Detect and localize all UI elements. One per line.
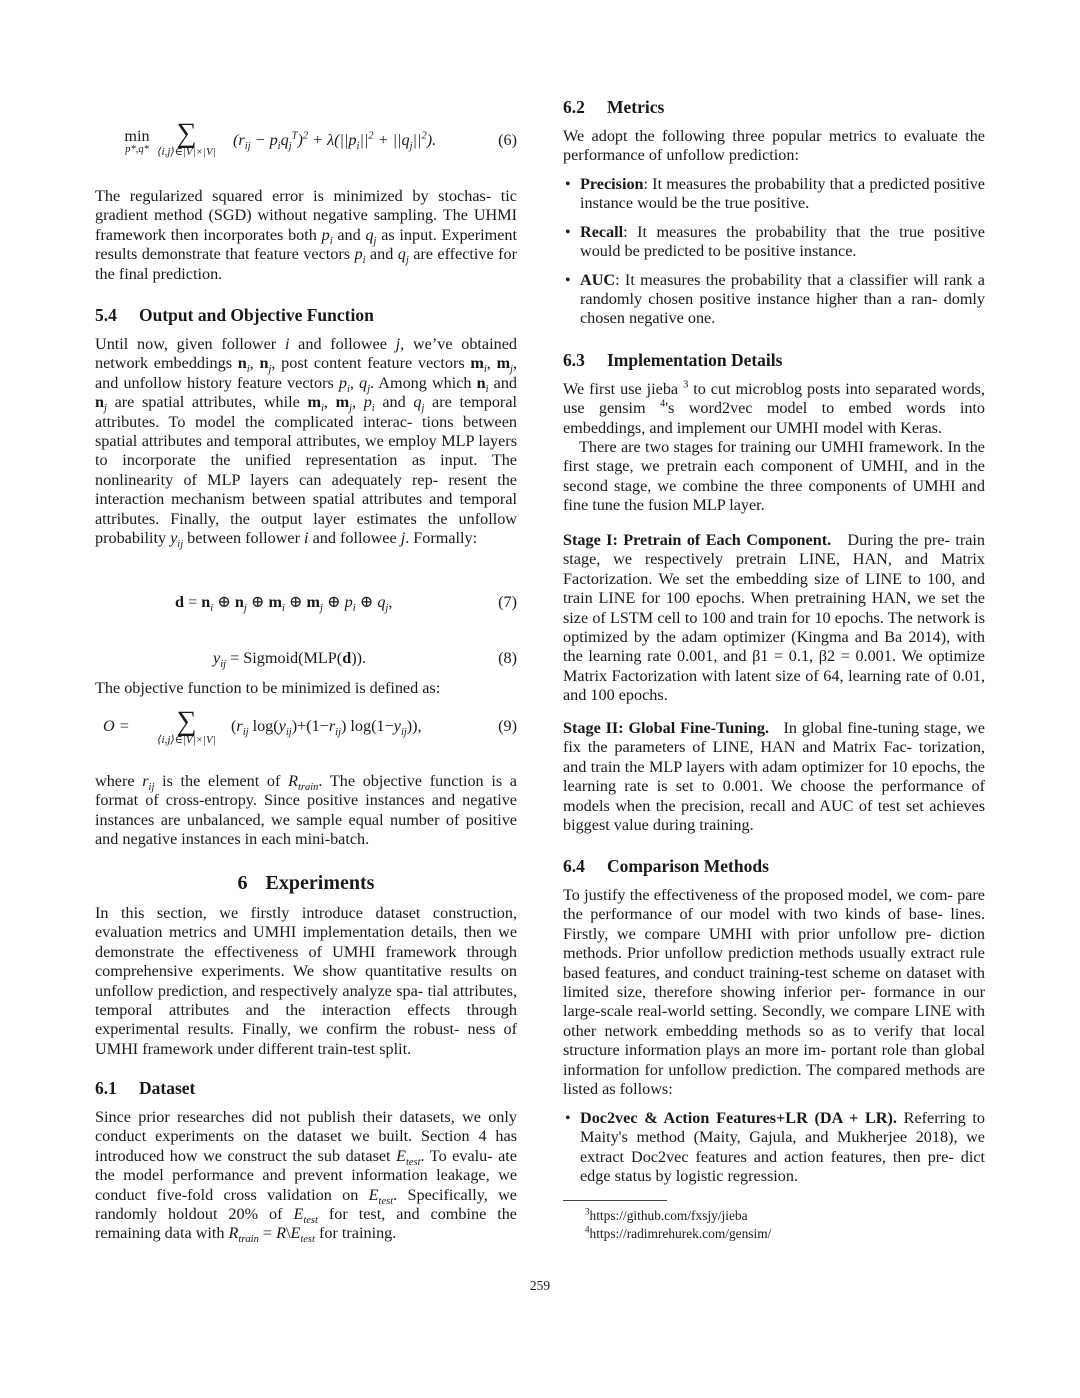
sum-operator — [139, 706, 234, 746]
footnote-ref-3[interactable]: 3 — [683, 379, 689, 391]
footnote-divider — [563, 1200, 667, 1201]
equation-9-lhs: O = — [103, 717, 130, 735]
min-subscript: p*,q* — [125, 144, 149, 155]
equation-6 — [95, 118, 517, 170]
footnote-link[interactable]: https://github.com/fxsjy/jieba — [589, 1208, 748, 1223]
list-item-recall — [563, 223, 985, 262]
method-term: Doc2vec & Action Features+LR (DA + LR). — [580, 1109, 897, 1127]
equation-7 — [95, 592, 517, 614]
heading-6 — [95, 871, 517, 895]
equation-9-body: ($r_{ij}$ $\log(y_{ij})+(1-r_{ij})$ $\log(1-y_{ij})$), — [231, 717, 422, 739]
heading-6-4 — [563, 855, 985, 877]
footnote-mark: 3 — [585, 1206, 590, 1217]
equation-7-body: $d = n_i$ ⊕ $n_j$ ⊕ $m_i$ ⊕ $m_j$ ⊕ $p_i$ ⊕ $q_j$, — [175, 593, 393, 615]
section-number: 6.3 — [563, 350, 585, 370]
paragraph-metrics-intro: We adopt the following three popular metrics to evaluate the performance of unfollow prediction: — [563, 127, 985, 165]
section-title: Implementation Details — [607, 350, 783, 370]
section-number: 6.1 — [95, 1078, 117, 1098]
paragraph-sgd: The regularized squared error is minimized by stochas- tic gradient method (SGD) without negative sampling. The UHMI framework then incorporates both $p_i$ and $q_j$ as input. Experiment results demonstrate that feature vectors $p_i$ and $q_j$ are effective for the final prediction. — [95, 187, 518, 283]
stage-2-title: Stage II: Global Fine-Tuning. — [563, 719, 769, 737]
metric-term: AUC — [580, 270, 616, 289]
paragraph-5-4-body: Until now, given follower i and followee j, we’ve obtained network embeddings $n_i$, $n_j$, post content feature vectors $m_i$, $m_j$, and unfollow history feature vectors $p_i$, $q_j$. Among which $n_i$ and $n_j$ are spatial attributes, while $m_i$, $m_j$, $p_i$ and $q_j$ are temporal attributes. To model the complicated interac- tions between spatial attributes and temporal attributes, we employ MLP layers to incorporate the unified representation as input. The nonlinearity of MLP layers can adequately rep- resent the interaction mechanism between spatial attributes and temporal attributes. Finally, the output layer estimates the unfollow probability $y_{ij}$ between follower i and followee j. Formally: — [95, 335, 518, 551]
section-title: Experiments — [265, 872, 375, 894]
list-item-precision — [563, 175, 985, 214]
metric-description: : It measures the probability that a classifier will rank a randomly chosen positive instance higher than a ran- domly chosen negative one. — [580, 270, 985, 328]
footnote-4 — [585, 1225, 771, 1242]
equation-9 — [95, 706, 517, 760]
section-number: 6 — [237, 872, 248, 894]
section-number: 6.2 — [563, 97, 585, 117]
equation-7-tag: (7) — [498, 593, 517, 611]
metric-description: : It measures the probability that a predicted positive instance would be the true positive. — [580, 175, 985, 213]
metric-term: Precision — [580, 175, 644, 193]
section-number: 5.4 — [95, 305, 117, 325]
stage-1-title: Stage I: Pretrain of Each Component. — [563, 531, 832, 549]
paragraph-cross-entropy: where $r_{ij}$ is the element of $R_{train}$. The objective function is a format of cross-entropy. Since positive instances and negative instances are unbalanced, we sample equal number of positive and negative instances in each mini-batch. — [95, 772, 517, 849]
equation-9-tag: (9) — [498, 717, 517, 735]
metric-description: : It measures the probability that the true positive would be predicted to be positive instance. — [580, 222, 985, 261]
heading-5-4 — [95, 304, 517, 326]
footnote-ref-4[interactable]: 4 — [659, 399, 666, 411]
stage-2-text: In global fine-tuning stage, we fix the parameters of LINE, HAN and Matrix Fac- torization, and train the MLP layers with adam optimizer for 10 epochs, the learning rate is set to 0.001. We choose the performance of models when the precision, recall and AUC of test set achieves biggest value during training. — [563, 719, 985, 835]
equation-8 — [95, 648, 517, 670]
paragraph-comparison: To justify the effectiveness of the proposed model, we com- pare the performance of our model with two kinds of base- lines. Firstly, we compare UMHI with prior unfollow pre- diction methods. Prior unfollow prediction methods usually extract rule based features, and conduct training-test scheme on dataset with limited size, therefore showing inferior per- formance in our large-scale real-world setting. Secondly, we compare LINE with other network embedding methods so as to verify that local structure information plays an more im- portant role than global information for unfollow prediction. The compared methods are listed as follows: — [563, 886, 985, 1099]
heading-6-2 — [563, 96, 985, 118]
metrics-list — [563, 175, 985, 329]
method-description: Referring to Maity's method (Maity, Gajula, and Mukherjee 2018), we extract Doc2vec features and action features, then pre- dict edge status by logistic regression. — [580, 1109, 985, 1186]
paragraph-training-stages: There are two stages for training our UMHI framework. In the first stage, we pretrain each component of UMHI, and in the second stage, we combine the three components of UMHI and fine tune the fusion MLP layer. — [563, 438, 985, 515]
section-title: Comparison Methods — [607, 856, 769, 876]
methods-list — [563, 1109, 985, 1187]
section-title: Output and Objective Function — [139, 305, 374, 325]
sum-operator — [139, 118, 234, 158]
paragraph-dataset: Since prior researches did not publish their datasets, we only conduct experiments on the dataset we built. Section 4 has introduced how we construct the sub dataset $E_{test}$. To evalu- ate the model performance and prevent information leakage, we conduct five-fold cross validation on $E_{test}$. Specifically, we randomly holdout 20% of $E_{test}$ for test, and combine the remaining data with $R_{train}$ = $R\backslash E_{test}$ for training. — [95, 1108, 517, 1246]
sum-subscript: ⟨i,j⟩∈|V|×|V| — [157, 734, 216, 746]
footnote-mark: 4 — [585, 1224, 590, 1235]
heading-6-1 — [95, 1077, 517, 1099]
metric-term: Recall — [580, 222, 624, 241]
paragraph-experiments-intro: In this section, we firstly introduce dataset construction, evaluation metrics and UMHI implementation details, then we demonstrate the effectiveness of UMHI framework through comprehensive experiments. We show quantitative results on unfollow prediction, and respectively analyze spa- tial attributes, temporal attributes and the interaction effects through experimental results. Finally, we confirm the robust- ness of UMHI framework under different train-test split. — [95, 904, 517, 1058]
sum-subscript: ⟨i,j⟩∈|V|×|V| — [157, 146, 216, 158]
text-run: to cut microblog posts into separated words, use gensim — [563, 380, 986, 418]
sigma-symbol: ∑ — [176, 118, 197, 149]
footnote-3 — [585, 1207, 748, 1224]
text-run: 's word2vec model to embed words into embeddings, and implement our UMHI model with Keras. — [563, 399, 985, 437]
stage-1-text: During the pre- train stage, we respectively pretrain LINE, HAN, and Matrix Factorization. We set the embedding size of LINE to 100, and train LINE for 100 epochs. When pretraining HAN, we set the size of LSTM cell to 100 and train for 10 epochs. The network is optimized by the adam optimizer (Kingma and Ba 2014), with the learning rate 0.001, and β1 = 0.1, β2 = 0.001. We optimize Matrix Factorization with latent size of 64, learning rate of 0.01, and 100 epochs. — [563, 531, 986, 705]
section-number: 6.4 — [563, 856, 585, 876]
list-item-da-lr — [563, 1109, 985, 1187]
footnote-link[interactable]: https://radimrehurek.com/gensim/ — [589, 1226, 772, 1241]
section-title: Dataset — [139, 1078, 196, 1098]
paragraph-objective-intro: The objective function to be minimized is defined as: — [95, 679, 441, 697]
text-run: We first use jieba — [563, 380, 679, 398]
min-label: min — [124, 127, 150, 145]
equation-8-tag: (8) — [498, 649, 517, 667]
page-number: 259 — [529, 1278, 551, 1293]
paragraph-stage-1 — [563, 531, 985, 706]
paragraph-stage-2 — [563, 719, 985, 835]
equation-6-body: $(r_{ij} - p_iq_j^T)^2 + \lambda(||p_i||^2 + ||q_j||^2)$. — [233, 130, 437, 153]
heading-6-3 — [563, 349, 985, 371]
equation-6-tag: (6) — [498, 131, 517, 149]
paragraph-implementation — [563, 380, 985, 438]
section-title: Metrics — [607, 97, 665, 117]
equation-8-body: $y_{ij}$ = Sigmoid(MLP(d)). — [213, 649, 367, 671]
list-item-auc — [563, 271, 985, 329]
sigma-symbol: ∑ — [176, 706, 197, 737]
